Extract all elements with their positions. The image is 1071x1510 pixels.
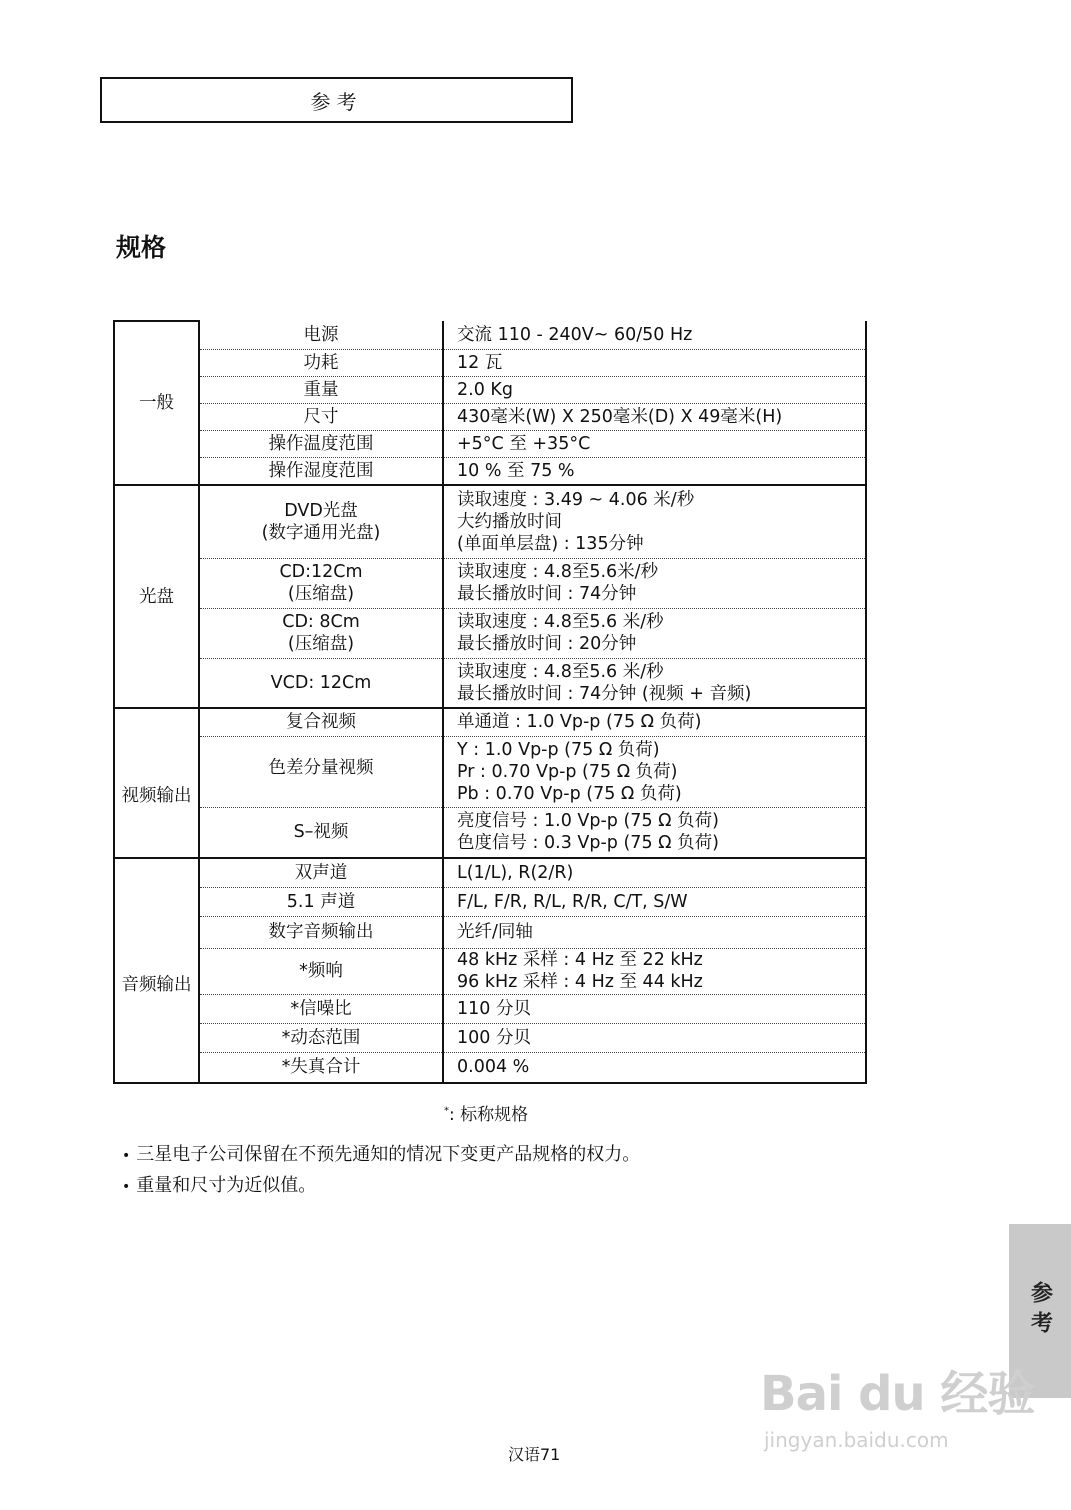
spec-item [199, 658, 443, 708]
spec-value: 12 瓦 [443, 349, 866, 376]
spec-value-line: (单面单层盘) : 135分钟 [457, 533, 644, 554]
spec-value [443, 708, 866, 736]
bullet-icon: • [122, 1179, 131, 1195]
spec-item-line: CD: 8Cm [282, 612, 360, 632]
spec-value-line: 单通道 : 1.0 Vp-p (75 Ω 负荷) [457, 712, 702, 733]
spec-value [443, 558, 866, 608]
side-tab-label: 参考 [1027, 1281, 1053, 1341]
watermark [760, 1355, 1034, 1452]
spec-value: 2.0 Kg [443, 376, 866, 403]
spec-item: *频响 [199, 948, 443, 994]
spec-item: 功耗 [199, 349, 443, 376]
spec-item: 操作温度范围 [199, 430, 443, 457]
table-row [114, 887, 866, 916]
spec-value [443, 736, 866, 807]
watermark-url: jingyan.baidu.com [764, 1428, 949, 1452]
spec-item: 操作湿度范围 [199, 457, 443, 485]
spec-item-line: DVD光盘 [284, 500, 358, 521]
bullet-icon: • [122, 1148, 131, 1164]
section-header-box [100, 77, 573, 123]
spec-value-line: 读取速度 : 4.8至5.6米/秒 [457, 562, 659, 582]
list-item [122, 1171, 640, 1202]
spec-item [199, 485, 443, 558]
spec-value-line: 读取速度 : 4.8至5.6 米/秒 [457, 661, 664, 682]
watermark-logo-text: Bai du 经验 [760, 1366, 1035, 1422]
spec-value-line: 最长播放时间 : 20分钟 [457, 634, 637, 654]
footnote-text: : 标称规格 [449, 1105, 529, 1125]
spec-value [443, 807, 866, 858]
spec-value-line: 读取速度 : 4.8至5.6 米/秒 [457, 612, 664, 632]
spec-item: *信噪比 [199, 994, 443, 1023]
spec-value-line: 读取速度 : 3.49 ~ 4.06 米/秒 [457, 489, 695, 510]
spec-value-line: 110 分贝 [457, 998, 531, 1019]
spec-value-line: 色度信号 : 0.3 Vp-p (75 Ω 负荷) [457, 833, 719, 854]
spec-value-line: 光纤/同轴 [457, 922, 533, 942]
spec-item: 电源 [199, 321, 443, 349]
spec-value [443, 1052, 866, 1083]
table-row [114, 736, 866, 807]
table-row [114, 376, 866, 403]
table-row [114, 858, 866, 887]
table-row [114, 321, 866, 349]
page-number: 汉语71 [508, 1445, 561, 1464]
spec-value [443, 1023, 866, 1052]
category-audio: 音频输出 [114, 858, 199, 1083]
spec-value [443, 658, 866, 708]
table-row [114, 708, 866, 736]
category-disc: 光盘 [114, 485, 199, 708]
spec-value-line: 大约播放时间 [457, 511, 562, 532]
spec-value [443, 608, 866, 658]
spec-value-line: Pb : 0.70 Vp-p (75 Ω 负荷) [457, 783, 682, 804]
note-text: 三星电子公司保留在不预先通知的情况下变更产品规格的权力。 [136, 1144, 641, 1165]
spec-item: 重量 [199, 376, 443, 403]
spec-value-line: Y : 1.0 Vp-p (75 Ω 负荷) [457, 739, 660, 760]
spec-value-line: 0.004 % [457, 1057, 530, 1078]
spec-value-line: 最长播放时间 : 74分钟 [457, 584, 637, 604]
spec-value [443, 916, 866, 948]
spec-item: *失真合计 [199, 1052, 443, 1083]
spec-value-line: 100 分贝 [457, 1027, 531, 1048]
spec-value [443, 485, 866, 558]
table-row [114, 403, 866, 430]
note-text: 重量和尺寸为近似值。 [136, 1175, 317, 1196]
spec-item: *动态范围 [199, 1023, 443, 1052]
table-row [114, 558, 866, 608]
footnote [444, 1100, 528, 1125]
page-title: 规格 [116, 233, 167, 262]
spec-value [443, 858, 866, 887]
spec-value: 交流 110 - 240V~ 60/50 Hz [443, 321, 866, 349]
spec-value [443, 887, 866, 916]
table-row [114, 485, 866, 558]
table-row [114, 994, 866, 1023]
spec-value [443, 994, 866, 1023]
spec-value-line: 48 kHz 采样 : 4 Hz 至 22 kHz [457, 950, 703, 970]
spec-item: 5.1 声道 [199, 887, 443, 916]
spec-item-line: (压缩盘) [287, 634, 355, 654]
table-row [114, 916, 866, 948]
spec-value [443, 948, 866, 994]
spec-value-line: F/L, F/R, R/L, R/R, C/T, S/W [457, 891, 688, 912]
spec-item [199, 558, 443, 608]
spec-item: 复合视频 [199, 708, 443, 736]
spec-value: +5°C 至 +35°C [443, 430, 866, 457]
table-row [114, 430, 866, 457]
table-row [114, 658, 866, 708]
spec-item-line: (压缩盘) [287, 584, 355, 604]
category-video: 视频输出 [114, 708, 199, 858]
table-row [114, 1023, 866, 1052]
spec-item-line: CD:12Cm [279, 562, 363, 582]
category-general: 一般 [114, 321, 199, 485]
table-row [114, 457, 866, 485]
spec-value-line: L(1/L), R(2/R) [457, 862, 574, 883]
table-row [114, 608, 866, 658]
notes-list [122, 1140, 640, 1202]
spec-value-line: Pr : 0.70 Vp-p (75 Ω 负荷) [457, 761, 678, 782]
spec-value: 10 % 至 75 % [443, 457, 866, 485]
spec-item-line: VCD: 12Cm [270, 672, 372, 693]
spec-item: 色差分量视频 [199, 736, 443, 807]
spec-value: 430毫米(W) X 250毫米(D) X 49毫米(H) [443, 403, 866, 430]
table-row [114, 1052, 866, 1083]
spec-value-line: 最长播放时间 : 74分钟 (视频 + 音频) [457, 683, 752, 704]
spec-item-line: (数字通用光盘) [261, 522, 381, 543]
section-header-title: 参考 [310, 89, 363, 114]
table-row [114, 807, 866, 858]
spec-item: 双声道 [199, 858, 443, 887]
table-row [114, 349, 866, 376]
spec-item: S–视频 [199, 807, 443, 858]
footnote-mark: * [444, 1105, 449, 1117]
spec-item: 数字音频输出 [199, 916, 443, 948]
list-item [122, 1140, 640, 1171]
spec-item [199, 608, 443, 658]
spec-value-line: 亮度信号 : 1.0 Vp-p (75 Ω 负荷) [457, 811, 719, 832]
spec-item: 尺寸 [199, 403, 443, 430]
spec-table [113, 320, 867, 1084]
spec-value-line: 96 kHz 采样 : 4 Hz 至 44 kHz [457, 972, 703, 992]
table-row [114, 948, 866, 994]
